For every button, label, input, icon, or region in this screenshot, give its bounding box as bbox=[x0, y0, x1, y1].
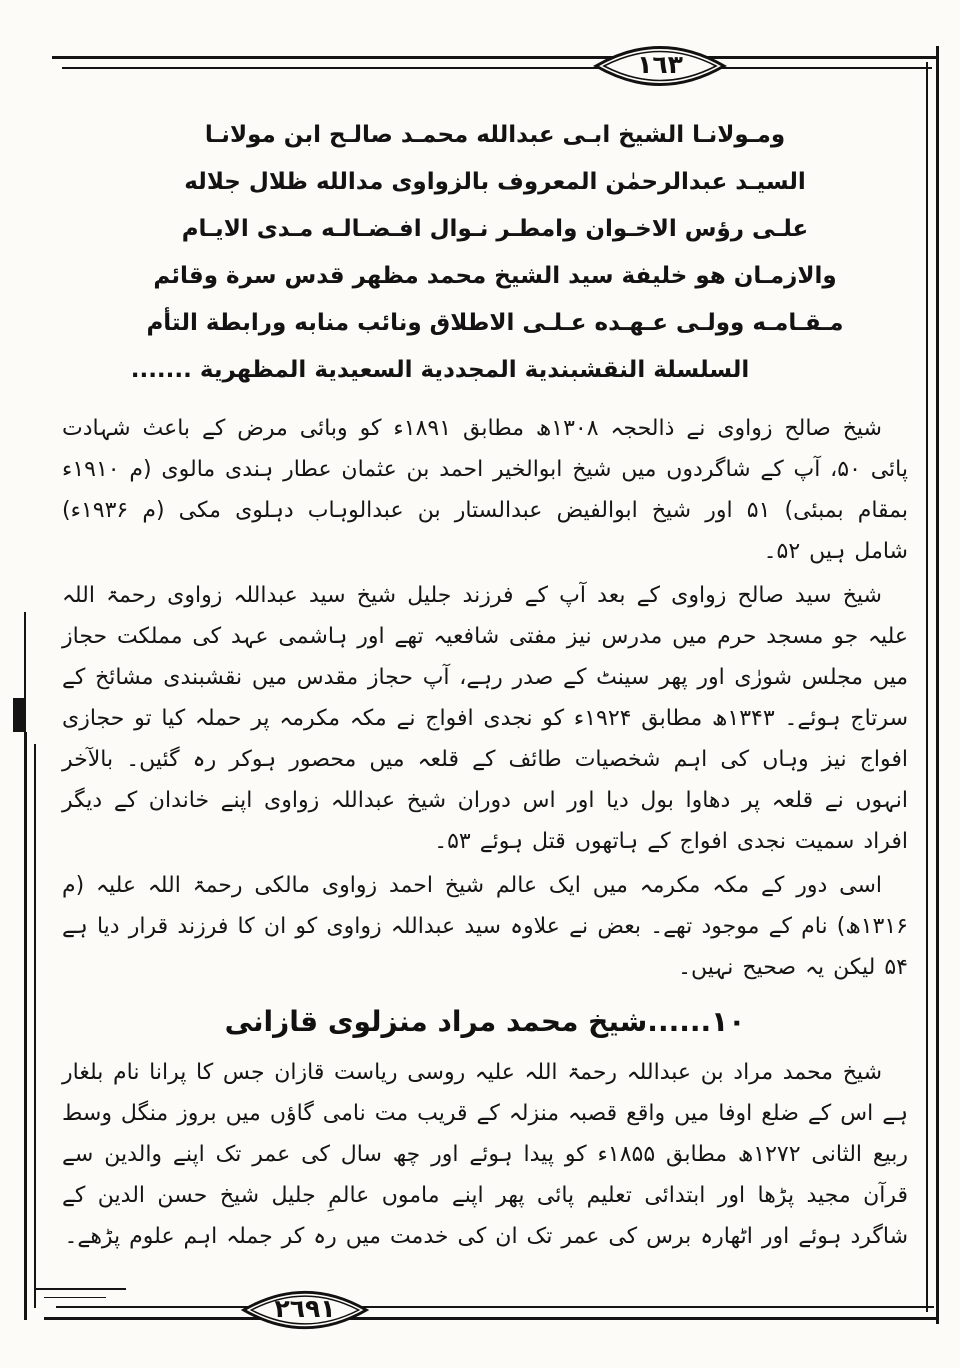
frame-left-outer-line bbox=[24, 732, 27, 1320]
urdu-paragraph-shaikh-muhammad-murad-bio: شیخ محمد مراد بن عبداللہ رحمۃ اللہ علیہ روسی ریاست قازان جس کا پرانا نام بلغار ہے اس کے ضلع اوفا میں واقع قصبہ منزلہ کے قریب مت نامی گاؤں میں بروز منگل وسط ربیع الثانی ۱۲۷۲ھ مطابق ۱۸۵۵ء کو پیدا ہوئے اور چھ سال کی عمر تک اپنے والدین سے قرآن مجید پڑھا اور ابتدائی تعلیم پائی پھر اپنے ماموں عالمِ جلیل شیخ حسن الدین کے شاگرد ہوئے اور اٹھارہ برس کی عمر تک ان کی خدمت میں رہ کر جملہ اہم علوم پڑھے۔ bbox=[62, 1060, 909, 1249]
page-text-content bbox=[62, 96, 908, 1257]
arabic-line: والازمـان هو خليفة سيد الشيخ محمد مظهر قدس سرة وقائم bbox=[153, 263, 837, 289]
frame-bottom-outer-line bbox=[44, 1317, 938, 1320]
arabic-line: السيـد عبدالرحمٰن المعروف بالزواوى مدالله ظلال جلاله bbox=[184, 169, 806, 195]
frame-right-outer-line bbox=[936, 46, 939, 1324]
frame-left-upper-line bbox=[24, 612, 26, 702]
arabic-line: السلسلة النقشبندية المجددية السعيدية المظهرية ....... bbox=[130, 357, 750, 383]
frame-bottom-left-step-line2 bbox=[44, 1297, 106, 1298]
scan-ink-mark bbox=[13, 698, 26, 732]
arabic-eulogy-block bbox=[118, 112, 872, 394]
frame-bottom-inner-line bbox=[56, 1306, 934, 1308]
frame-left-inner-line bbox=[34, 744, 36, 1308]
urdu-paragraph-shaikh-ahmad-zawawi: اسی دور کے مکہ مکرمہ میں ایک عالم شیخ احمد زواوی مالکی رحمۃ اللہ علیہ (م ۱۳۱۶ھ) نام کے موجود تھے۔ بعض نے علاوہ سید عبداللہ زواوی کو ان کا فرزند قرار دیا ہے ۵۴ لیکن یہ صحیح نہیں۔ bbox=[62, 873, 908, 980]
arabic-line: علـى رؤس الاخـوان وامطـر نـوال افـضـالـه مـدى الايـام bbox=[181, 216, 809, 242]
frame-right-inner-line bbox=[926, 62, 928, 1312]
frame-top-inner-line bbox=[62, 67, 932, 69]
top-page-number: ١٦٣ bbox=[637, 50, 683, 79]
arabic-line: ومـولانـا الشيخ ابـى عبدالله محمـد صالـح ابن مولانـا bbox=[204, 122, 786, 148]
bottom-page-number: ٢٦٩١ bbox=[274, 1294, 336, 1323]
frame-bottom-left-step-line bbox=[34, 1288, 126, 1290]
urdu-paragraph-shaikh-salih-zawawi: شیخ صالح زواوی نے ذالحجہ ۱۳۰۸ھ مطابق ۱۸۹۱ء کو وبائی مرض کے باعث شہادت پائی ۵۰، آپ کے شاگردوں میں شیخ ابوالخیر احمد بن عثمان عطار ہندی مالوی (م ۱۹۱۰ء بمقام بمبئی) ۵۱ اور شیخ ابوالفیض عبدالستار بن عبدالوہاب دہلوی مکی (م ۱۹۳۶ء) شامل ہیں ۵۲۔ bbox=[62, 416, 909, 564]
top-page-number-cartouche bbox=[593, 42, 727, 90]
bottom-page-number-cartouche bbox=[240, 1287, 370, 1333]
arabic-line: مـقـامـه وولـى عـهـده عـلـى الاطلاق ونائب منابه ورابطة التأم bbox=[146, 310, 844, 336]
section-heading-shaikh-muhammad-murad: ۱۰......شیخ محمد مراد منزلوی قازانی bbox=[224, 1005, 746, 1038]
urdu-paragraph-shaikh-abdullah-zawawi: شیخ سید صالح زواوی کے بعد آپ کے فرزند جلیل شیخ سید عبداللہ زواوی رحمۃ اللہ علیہ جو مسجد حرم میں مدرس نیز مفتی شافعیہ تھے اور ہاشمی عہد کی مملکت حجاز میں مجلس شورٰی اور پھر سینٹ کے صدر رہے، آپ حجاز مقدس میں نقشبندی مشائخ کے سرتاج ہوئے۔ ۱۳۴۳ھ مطابق ۱۹۲۴ء کو نجدی افواج نے مکہ مکرمہ پر حملہ کیا تو حجازی افواج نیز وہاں کی اہم شخصیات طائف کے قلعہ میں محصور ہوکر رہ گئیں۔ بالآخر انہوں نے قلعہ پر دھاوا بول دیا اور اس دوران شیخ عبداللہ زواوی اپنے خاندان کے دیگر افراد سمیت نجدی افواج کے ہاتھوں قتل ہوئے ۵۳۔ bbox=[62, 583, 908, 854]
frame-top-outer-line bbox=[52, 56, 938, 59]
